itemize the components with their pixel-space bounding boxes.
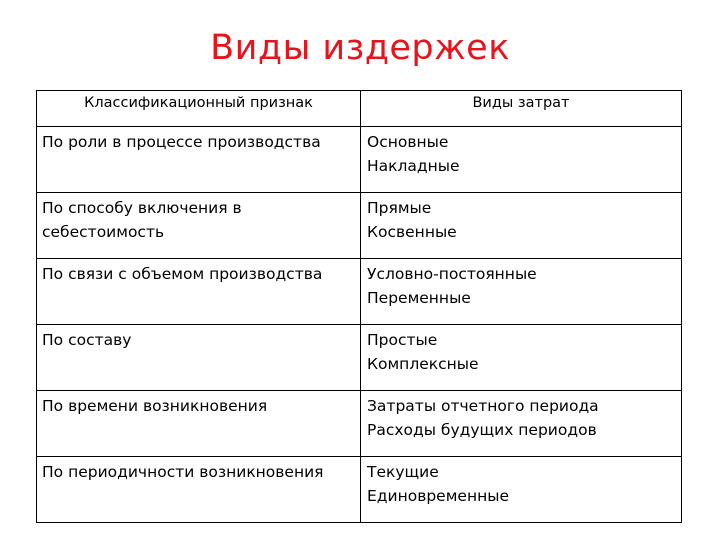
cost-type-item: Накладные <box>367 157 460 175</box>
cost-type-item: Расходы будущих периодов <box>367 421 597 439</box>
cost-type-item: Прямые <box>367 199 432 217</box>
criterion-cell: По роли в процессе производства <box>37 127 361 193</box>
cost-type-item: Основные <box>367 133 449 151</box>
cost-types-table <box>36 90 682 523</box>
cost-type-item: Переменные <box>367 289 471 307</box>
cost-types-cell <box>361 325 682 391</box>
page-title: Виды издержек <box>210 28 510 68</box>
cost-type-item: Условно-постоянные <box>367 265 537 283</box>
criterion-cell: По связи с объемом производства <box>37 259 361 325</box>
table-row <box>37 193 682 259</box>
table-row <box>37 259 682 325</box>
table-row <box>37 325 682 391</box>
criterion-cell: По периодичности возникновения <box>37 457 361 523</box>
cost-types-cell <box>361 259 682 325</box>
cost-type-item: Затраты отчетного периода <box>367 397 599 415</box>
cost-type-item: Простые <box>367 331 438 349</box>
table-header-row <box>37 91 682 127</box>
criterion-cell: По составу <box>37 325 361 391</box>
cost-types-cell <box>361 127 682 193</box>
header-criterion: Классификационный признак <box>37 91 361 127</box>
cost-types-cell <box>361 391 682 457</box>
cost-type-item: Единовременные <box>367 487 509 505</box>
table-row <box>37 457 682 523</box>
cost-type-item: Комплексные <box>367 355 479 373</box>
cost-types-cell <box>361 193 682 259</box>
criterion-cell: По времени возникновения <box>37 391 361 457</box>
cost-type-item: Косвенные <box>367 223 457 241</box>
cost-type-item: Текущие <box>367 463 439 481</box>
criterion-cell: По способу включения в себестоимость <box>37 193 361 259</box>
table-row <box>37 127 682 193</box>
table-row <box>37 391 682 457</box>
cost-types-cell <box>361 457 682 523</box>
header-cost-types: Виды затрат <box>361 91 682 127</box>
